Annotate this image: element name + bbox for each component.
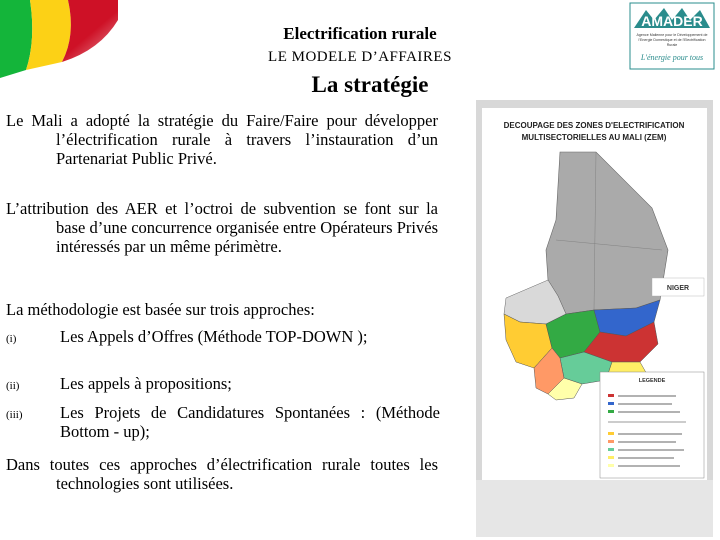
map-title-line2: MULTISECTORIELLES AU MALI (ZEM)	[521, 133, 667, 142]
map-title-line1: DECOUPAGE DES ZONES D'ELECTRIFICATION	[503, 121, 685, 130]
list-item-number: (ii)	[6, 380, 20, 392]
map-neighbor-label: NIGER	[666, 285, 690, 292]
section-heading: La stratégie	[311, 72, 429, 97]
paragraph-technologies: Dans toutes ces approches d’électrification rurale toutes les technologies sont utilisées.	[6, 455, 438, 493]
paragraph-attribution: L’attribution des AER et l’octroi de subvention se font sur la base d’une concurrence organisée entre Opérateurs Privés intéressés par un même périmètre.	[6, 199, 438, 256]
mali-flag-image	[0, 0, 118, 100]
svg-text:Rurale: Rurale	[666, 43, 678, 47]
list-item-text: Les Appels d’Offres (Méthode TOP-DOWN );	[60, 327, 368, 346]
list-item-text: Les Projets de Candidatures Spontanées : (Méthode Bottom - up);	[60, 403, 440, 441]
list-item-number: (i)	[6, 333, 17, 345]
map-legend-title: LEGENDE	[638, 378, 666, 384]
page-title: Electrification rurale	[283, 24, 437, 43]
list-item-text: Les appels à propositions;	[60, 374, 232, 393]
paragraph-methodology: La méthodologie est basée sur trois approches:	[6, 300, 315, 319]
svg-text:l'Energie Domestique et de l'E: l'Energie Domestique et de l'Electrification	[638, 38, 706, 42]
page-subtitle: LE MODELE D’AFFAIRES	[268, 49, 452, 65]
svg-text:AMADER: AMADER	[641, 13, 703, 29]
svg-text:L'énergie pour tous: L'énergie pour tous	[640, 53, 704, 62]
amader-logo	[628, 2, 716, 70]
list-item-number: (iii)	[6, 409, 23, 421]
zem-map-image	[476, 100, 713, 537]
svg-text:Agence Malienne pour le Dévelo: Agence Malienne pour le Développement de	[636, 33, 708, 37]
paragraph-strategy: Le Mali a adopté la stratégie du Faire/Faire pour développer l’électrification rurale à travers l’instauration d’un Partenariat Public Privé.	[6, 111, 438, 168]
